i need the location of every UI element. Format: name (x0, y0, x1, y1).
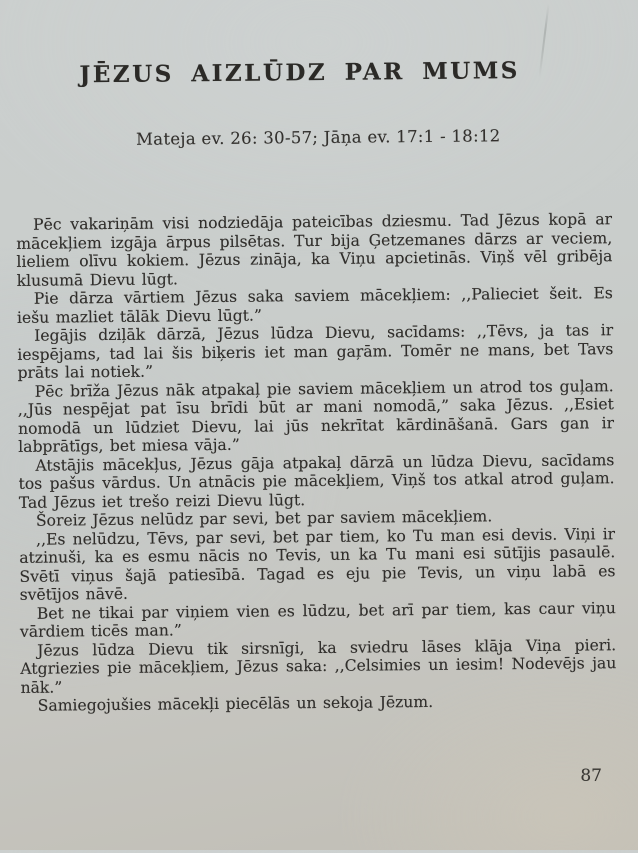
paragraph: Pēc brīža Jēzus nāk atpakaļ pie saviem mācekļiem un atrod tos guļam. ,,Jūs nespējat pat īsu brīdi būt ar mani nomodā,” saka Jēzus. ,,Esiet nomodā un lūdziet Dievu, lai jūs nekrītat kārdināšanā. Gars gan ir labprātīgs, bet miesa vāja.” (17, 376, 615, 456)
scripture-reference: Mateja ev. 26: 30-57; Jāņa ev. 17:1 - 18:12 (135, 126, 501, 149)
paragraph: Šoreiz Jēzus nelūdz par sevi, bet par saviem mācekļiem. (35, 507, 493, 530)
paragraph: Pēc vakariņām visi nodziedāja pateicības dziesmu. Tad Jēzus kopā ar mācekļiem izgāja ārpus pilsētas. Tur bija Ģetzemanes dārzs ar veciem, lieliem olīvu kokiem. Jēzus zināja, ka Viņu apcietinās. Viņš vēl gribēja klusumā Dievu lūgt. (16, 210, 613, 290)
body-text (0, 210, 638, 716)
paragraph: Iegājis dziļāk dārzā, Jēzus lūdza Dievu, sacīdams: ,,Tēvs, ja tas ir iespējams, tad lai šis biķeris iet man gaŗām. Tomēr ne mans, bet Tavs prāts lai notiek.” (17, 321, 614, 382)
paragraph: Atstājis mācekļus, Jēzus gāja atpakaļ dārzā un lūdza Dievu, sacīdams tos pašus vārdus. Un atnācis pie mācekļiem, Viņš tos atkal atrod guļam. Tad Jēzus iet trešo reizi Dievu lūgt. (18, 450, 615, 512)
paragraph: Bet ne tikai par viņiem vien es lūdzu, bet arī par tiem, kas caur viņu vārdiem ticēs man.” (19, 598, 616, 641)
paragraph: ,,Es nelūdzu, Tēvs, par sevi, bet par tiem, ko Tu man esi devis. Viņi ir atzinuši, ka es esmu nācis no Tevis, un ka Tu mani esi sūtījis pasaulē. Svētī viņus šajā patiesībā. Tagad es eju pie Tevis, un viņu labā es svētījos nāvē. (19, 524, 616, 604)
paragraph: Jēzus lūdza Dievu tik sirsnīgi, ka sviedru lāses klāja Viņa pieri. Atgriezies pie mācekļiem, Jēzus saka: ,,Celsimies un iesim! Nodevējs jau nāk.” (20, 635, 617, 697)
page-number: 87 (580, 766, 602, 786)
paragraph: Samiegojušies mācekļi piecēlās un sekoja Jēzum. (37, 692, 434, 715)
page-title: JĒZUS AIZLŪDZ PAR MUMS (79, 57, 520, 89)
paragraph: Pie dārza vārtiem Jēzus saka saviem mācekļiem: ,,Palieciet šeit. Es iešu mazliet tālāk Dievu lūgt.” (16, 284, 613, 327)
